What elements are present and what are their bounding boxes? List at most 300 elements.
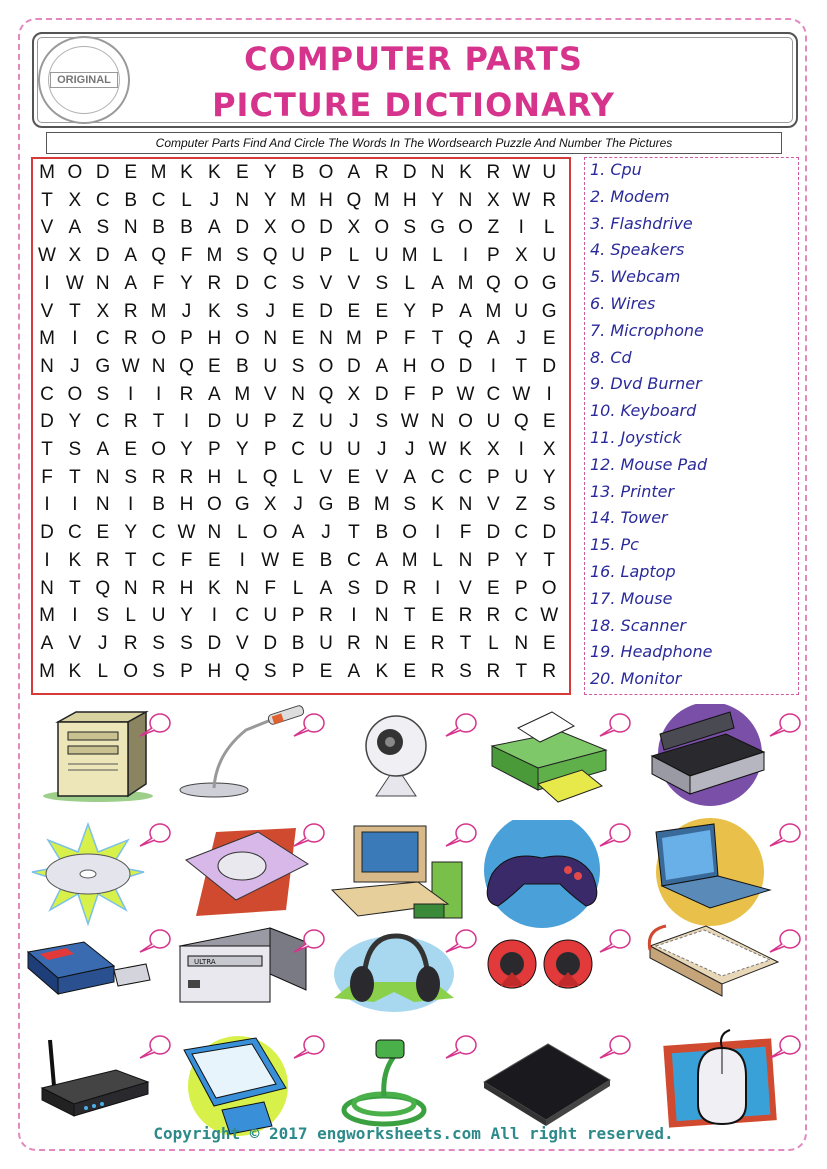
grid-letter: O [67, 162, 83, 183]
grid-letter: B [124, 189, 138, 211]
number-bubble[interactable] [444, 712, 478, 738]
grid-letter: S [124, 466, 138, 488]
grid-letter: L [125, 605, 136, 627]
grid-letter: R [430, 660, 445, 682]
grid-letter: A [403, 466, 417, 488]
word-list-item: 2. Modem [590, 186, 670, 206]
grid-letter: W [38, 245, 56, 267]
grid-letter: S [68, 439, 82, 460]
number-bubble[interactable] [444, 822, 478, 848]
grid-letter: P [514, 577, 528, 599]
grid-letter: Q [262, 466, 278, 488]
number-bubble[interactable] [138, 822, 172, 848]
grid-letter: R [542, 189, 557, 211]
grid-letter: N [319, 328, 333, 350]
grid-letter: I [351, 605, 357, 627]
grid-letter: K [375, 660, 389, 682]
grid-letter: R [430, 632, 445, 654]
grid-letter: R [486, 605, 501, 627]
word-list-item: 17. Mouse [590, 588, 673, 608]
grid-letter: U [319, 411, 333, 433]
grid-letter: Y [263, 162, 277, 183]
number-bubble[interactable] [768, 822, 802, 848]
grid-letter: I [128, 494, 134, 516]
grid-letter: S [96, 217, 110, 239]
grid-letter: X [263, 217, 277, 239]
number-bubble[interactable] [598, 1034, 632, 1060]
grid-letter: Z [487, 217, 500, 239]
grid-letter: D [40, 411, 54, 433]
grid-letter: Q [95, 577, 111, 599]
grid-letter: E [542, 328, 556, 350]
word-list-item: 11. Joystick [590, 428, 682, 447]
grid-letter: W [512, 189, 531, 211]
grid-letter: U [291, 245, 305, 267]
grid-letter: O [234, 328, 250, 350]
grid-letter: Y [403, 300, 417, 322]
grid-letter: I [128, 383, 134, 405]
grid-letter: N [291, 383, 305, 405]
grid-letter: P [487, 245, 500, 267]
grid-letter: Y [431, 189, 444, 211]
grid-letter: T [69, 300, 81, 322]
grid-letter: C [95, 411, 110, 433]
instructions: Computer Parts Find And Circle The Words In The Wordsearch Puzzle And Number The Pictures [46, 132, 782, 154]
grid-letter: Y [180, 439, 193, 460]
grid-letter: J [321, 522, 331, 544]
number-bubble[interactable] [292, 822, 326, 848]
grid-letter: N [95, 494, 110, 516]
grid-letter: C [151, 522, 166, 544]
grid-letter: D [263, 632, 278, 654]
grid-letter: X [487, 189, 500, 211]
grid-letter: E [235, 162, 249, 183]
grid-letter: I [462, 245, 469, 267]
grid-letter: S [375, 411, 389, 433]
word-list-item: 15. Pc [590, 535, 639, 555]
grid-letter: J [293, 494, 303, 516]
word-list-item: 10. Keyboard [590, 401, 697, 421]
grid-letter: J [377, 439, 387, 460]
grid-letter: F [459, 522, 472, 544]
grid-letter: M [485, 300, 502, 322]
grid-letter: E [542, 411, 556, 433]
dvd-label: ULTRA [194, 958, 216, 966]
word-list-item: 7. Microphone [590, 320, 704, 340]
grid-letter: Q [262, 245, 278, 267]
grid-letter: Y [180, 272, 193, 294]
grid-letter: P [431, 300, 444, 322]
grid-letter: I [239, 549, 245, 571]
grid-letter: E [431, 605, 444, 627]
grid-letter: G [95, 355, 111, 377]
grid-letter: S [403, 217, 417, 239]
grid-letter: R [402, 577, 417, 599]
grid-letter: K [208, 162, 221, 183]
grid-letter: S [180, 632, 193, 654]
grid-letter: Y [542, 466, 556, 488]
grid-letter: M [345, 328, 362, 350]
grid-letter: V [319, 272, 333, 294]
grid-letter: M [401, 245, 418, 267]
grid-letter: O [67, 383, 83, 405]
grid-letter: E [319, 660, 333, 682]
grid-letter: X [68, 245, 82, 267]
grid-letter: E [347, 300, 361, 322]
grid-letter: D [319, 217, 333, 239]
grid-letter: C [291, 439, 305, 460]
grid-letter: O [402, 522, 418, 544]
grid-letter: S [291, 355, 305, 377]
grid-letter: U [263, 605, 278, 627]
grid-letter: D [347, 355, 361, 377]
grid-letter: G [318, 494, 334, 516]
number-bubble[interactable] [138, 712, 172, 738]
grid-letter: G [541, 300, 557, 322]
grid-letter: U [486, 411, 501, 433]
grid-letter: V [40, 217, 54, 239]
grid-letter: I [434, 577, 441, 599]
grid-letter: C [486, 383, 501, 405]
word-list-item: 16. Laptop [590, 562, 676, 581]
grid-letter: D [486, 522, 501, 544]
grid-letter: P [208, 439, 221, 460]
word-list-item: 8. Cd [590, 347, 632, 367]
grid-letter: M [234, 383, 251, 405]
grid-letter: C [514, 522, 529, 544]
grid-letter: E [208, 355, 221, 377]
grid-letter: N [235, 577, 250, 599]
grid-letter: D [402, 162, 417, 183]
grid-letter: N [95, 272, 110, 294]
grid-letter: S [375, 272, 389, 294]
word-list-item: 13. Printer [590, 481, 675, 501]
grid-letter: M [39, 328, 55, 350]
grid-letter: N [374, 605, 389, 627]
grid-letter: N [263, 328, 278, 350]
grid-letter: H [319, 189, 333, 211]
grid-letter: R [95, 549, 110, 571]
grid-letter: K [459, 162, 472, 183]
grid-letter: C [95, 189, 110, 211]
grid-letter: P [291, 660, 305, 682]
grid-letter: X [263, 494, 277, 516]
grid-letter: H [207, 328, 222, 350]
grid-letter: B [152, 494, 165, 516]
grid-letter: Q [513, 411, 529, 433]
grid-letter: T [515, 660, 528, 682]
grid-letter: I [546, 383, 552, 405]
grid-letter: U [374, 245, 389, 267]
grid-letter: D [40, 522, 54, 544]
grid-letter: J [70, 355, 80, 377]
grid-letter: A [124, 272, 138, 294]
grid-letter: W [512, 383, 531, 405]
grid-letter: B [347, 494, 361, 516]
grid-letter: I [155, 383, 162, 405]
grid-letter: T [41, 439, 53, 460]
number-bubble[interactable] [292, 928, 326, 954]
grid-letter: Q [458, 328, 473, 350]
grid-letter: P [263, 439, 277, 460]
grid-letter: R [542, 660, 557, 682]
grid-letter: J [516, 328, 527, 350]
grid-letter: N [514, 632, 529, 654]
number-bubble[interactable] [292, 712, 326, 738]
grid-letter: T [515, 355, 528, 377]
grid-letter: K [208, 577, 221, 599]
grid-letter: K [180, 162, 193, 183]
grid-letter: F [403, 383, 416, 405]
grid-letter: O [458, 217, 473, 239]
grid-letter: W [512, 162, 531, 183]
grid-letter: L [432, 549, 443, 571]
grid-letter: O [458, 411, 473, 433]
grid-letter: S [347, 577, 361, 599]
grid-letter: O [262, 522, 278, 544]
grid-letter: O [123, 660, 139, 682]
grid-letter: C [68, 522, 82, 544]
grid-letter: P [180, 328, 193, 350]
grid-letter: P [487, 549, 500, 571]
number-bubble[interactable] [292, 1034, 326, 1060]
grid-letter: P [375, 328, 389, 350]
grid-letter: S [291, 272, 305, 294]
grid-letter: J [404, 439, 415, 460]
grid-letter: L [543, 217, 555, 239]
grid-letter: I [518, 217, 524, 239]
word-list-item: 18. Scanner [590, 615, 686, 635]
grid-letter: D [95, 162, 110, 183]
grid-letter: N [40, 577, 54, 599]
grid-letter: Q [151, 245, 166, 267]
grid-letter: V [263, 383, 277, 405]
grid-letter: T [124, 549, 137, 571]
number-bubble[interactable] [444, 1034, 478, 1060]
grid-letter: B [291, 632, 305, 654]
grid-letter: M [39, 162, 55, 183]
page-subtitle: PICTURE DICTIONARY [212, 86, 615, 124]
number-bubble[interactable] [138, 1034, 172, 1060]
grid-letter: B [319, 549, 333, 571]
grid-letter: O [430, 355, 445, 377]
grid-letter: A [431, 272, 444, 294]
grid-letter: R [486, 162, 501, 183]
grid-letter: B [291, 162, 305, 183]
grid-letter: R [123, 632, 138, 654]
grid-letter: N [235, 189, 250, 211]
grid-letter: S [96, 605, 110, 627]
grid-letter: D [319, 300, 333, 322]
grid-letter: O [318, 355, 334, 377]
grid-letter: E [403, 632, 417, 654]
grid-letter: Y [124, 522, 138, 544]
grid-letter: O [207, 494, 222, 516]
grid-letter: C [151, 189, 166, 211]
grid-letter: M [401, 549, 418, 571]
grid-letter: I [72, 494, 78, 516]
grid-letter: Z [292, 411, 304, 433]
grid-letter: D [95, 245, 110, 267]
grid-letter: D [458, 355, 473, 377]
grid-letter: Q [234, 660, 250, 682]
grid-letter: Q [346, 189, 362, 211]
grid-letter: N [95, 466, 110, 488]
grid-letter: L [181, 189, 192, 211]
grid-letter: O [541, 577, 557, 599]
grid-letter: V [459, 577, 472, 599]
grid-letter: T [152, 411, 165, 433]
grid-letter: M [39, 660, 55, 682]
grid-letter: T [459, 632, 472, 654]
grid-letter: X [347, 383, 361, 405]
grid-letter: U [319, 439, 333, 460]
grid-letter: V [375, 466, 389, 488]
grid-letter: X [347, 217, 361, 239]
number-bubble[interactable] [768, 928, 802, 954]
grid-letter: Y [180, 605, 193, 627]
number-bubble[interactable] [768, 712, 802, 738]
grid-letter: M [39, 605, 55, 627]
grid-letter: J [181, 300, 192, 322]
grid-letter: N [40, 355, 54, 377]
number-bubble[interactable] [444, 928, 478, 954]
word-list-item: 5. Webcam [590, 267, 681, 287]
grid-letter: W [540, 605, 559, 627]
grid-letter: U [514, 300, 529, 322]
grid-letter: D [374, 383, 389, 405]
grid-letter: C [263, 272, 278, 294]
grid-letter: B [375, 522, 389, 544]
grid-letter: F [180, 245, 193, 267]
grid-letter: V [40, 300, 54, 322]
grid-letter: A [40, 632, 54, 654]
grid-letter: E [96, 522, 110, 544]
grid-letter: A [96, 439, 110, 460]
grid-letter: I [211, 605, 218, 627]
grid-letter: D [235, 272, 250, 294]
grid-letter: C [151, 549, 166, 571]
grid-letter: R [151, 466, 166, 488]
grid-letter: E [291, 328, 305, 350]
grid-letter: V [347, 272, 361, 294]
grid-letter: N [430, 162, 445, 183]
grid-letter: Q [318, 383, 334, 405]
grid-letter: A [208, 217, 221, 239]
word-list-item: 14. Tower [590, 508, 668, 528]
number-bubble[interactable] [598, 928, 632, 954]
grid-letter: Y [514, 549, 528, 571]
grid-letter: Y [68, 411, 82, 433]
grid-letter: B [152, 217, 165, 239]
grid-letter: U [319, 632, 333, 654]
grid-letter: X [487, 439, 500, 460]
grid-letter: S [152, 632, 165, 654]
grid-letter: A [208, 383, 221, 405]
grid-letter: B [235, 355, 249, 377]
grid-letter: W [177, 522, 196, 544]
grid-letter: R [347, 632, 361, 654]
grid-letter: P [431, 383, 444, 405]
grid-letter: I [434, 522, 441, 544]
grid-letter: A [68, 217, 82, 239]
grid-letter: D [542, 522, 557, 544]
grid-letter: X [96, 300, 110, 322]
grid-letter: H [402, 189, 417, 211]
grid-letter: K [68, 660, 82, 682]
word-list-item: 19. Headphone [590, 642, 713, 662]
grid-letter: Z [515, 494, 528, 516]
grid-letter: F [41, 466, 53, 488]
grid-letter: V [68, 632, 82, 654]
grid-letter: C [40, 383, 54, 405]
number-bubble[interactable] [598, 822, 632, 848]
grid-letter: M [457, 272, 474, 294]
grid-letter: S [459, 660, 472, 682]
grid-letter: D [207, 411, 222, 433]
grid-letter: C [458, 466, 473, 488]
grid-letter: O [318, 162, 334, 183]
grid-letter: B [180, 217, 193, 239]
word-list-item: 4. Speakers [590, 240, 685, 260]
number-bubble[interactable] [598, 712, 632, 738]
grid-letter: X [68, 189, 82, 211]
grid-letter: Q [179, 355, 194, 377]
number-bubble[interactable] [138, 928, 172, 954]
grid-letter: A [487, 328, 500, 350]
grid-letter: L [404, 272, 415, 294]
grid-letter: F [403, 328, 416, 350]
grid-letter: G [234, 494, 250, 516]
grid-letter: I [518, 439, 524, 460]
grid-letter: E [487, 577, 500, 599]
grid-letter: C [347, 549, 361, 571]
grid-letter: Y [263, 189, 277, 211]
grid-letter: L [292, 577, 304, 599]
grid-letter: I [44, 494, 50, 516]
grid-letter: I [72, 328, 78, 350]
grid-letter: T [69, 466, 81, 488]
word-list-item: 6. Wires [590, 294, 656, 313]
grid-letter: E [542, 632, 556, 654]
grid-letter: A [291, 522, 305, 544]
grid-letter: A [375, 549, 389, 571]
grid-letter: M [150, 162, 167, 183]
word-list-item: 3. Flashdrive [590, 213, 693, 233]
grid-letter: K [459, 439, 472, 460]
grid-letter: J [349, 411, 359, 433]
grid-letter: O [513, 272, 529, 294]
grid-letter: W [428, 439, 447, 460]
grid-letter: K [431, 494, 444, 516]
grid-letter: A [459, 300, 472, 322]
number-bubble[interactable] [768, 1034, 802, 1060]
grid-letter: L [292, 466, 304, 488]
grid-letter: V [235, 632, 249, 654]
grid-letter: H [179, 494, 194, 516]
grid-letter: P [291, 605, 305, 627]
grid-letter: P [180, 660, 193, 682]
grid-letter: V [487, 494, 500, 516]
grid-letter: N [458, 189, 473, 211]
grid-letter: L [237, 522, 248, 544]
grid-letter: I [72, 605, 78, 627]
grid-letter: L [97, 660, 109, 682]
grid-letter: W [400, 411, 419, 433]
grid-letter: F [152, 272, 165, 294]
grid-letter: P [263, 411, 277, 433]
grid-letter: R [123, 328, 138, 350]
